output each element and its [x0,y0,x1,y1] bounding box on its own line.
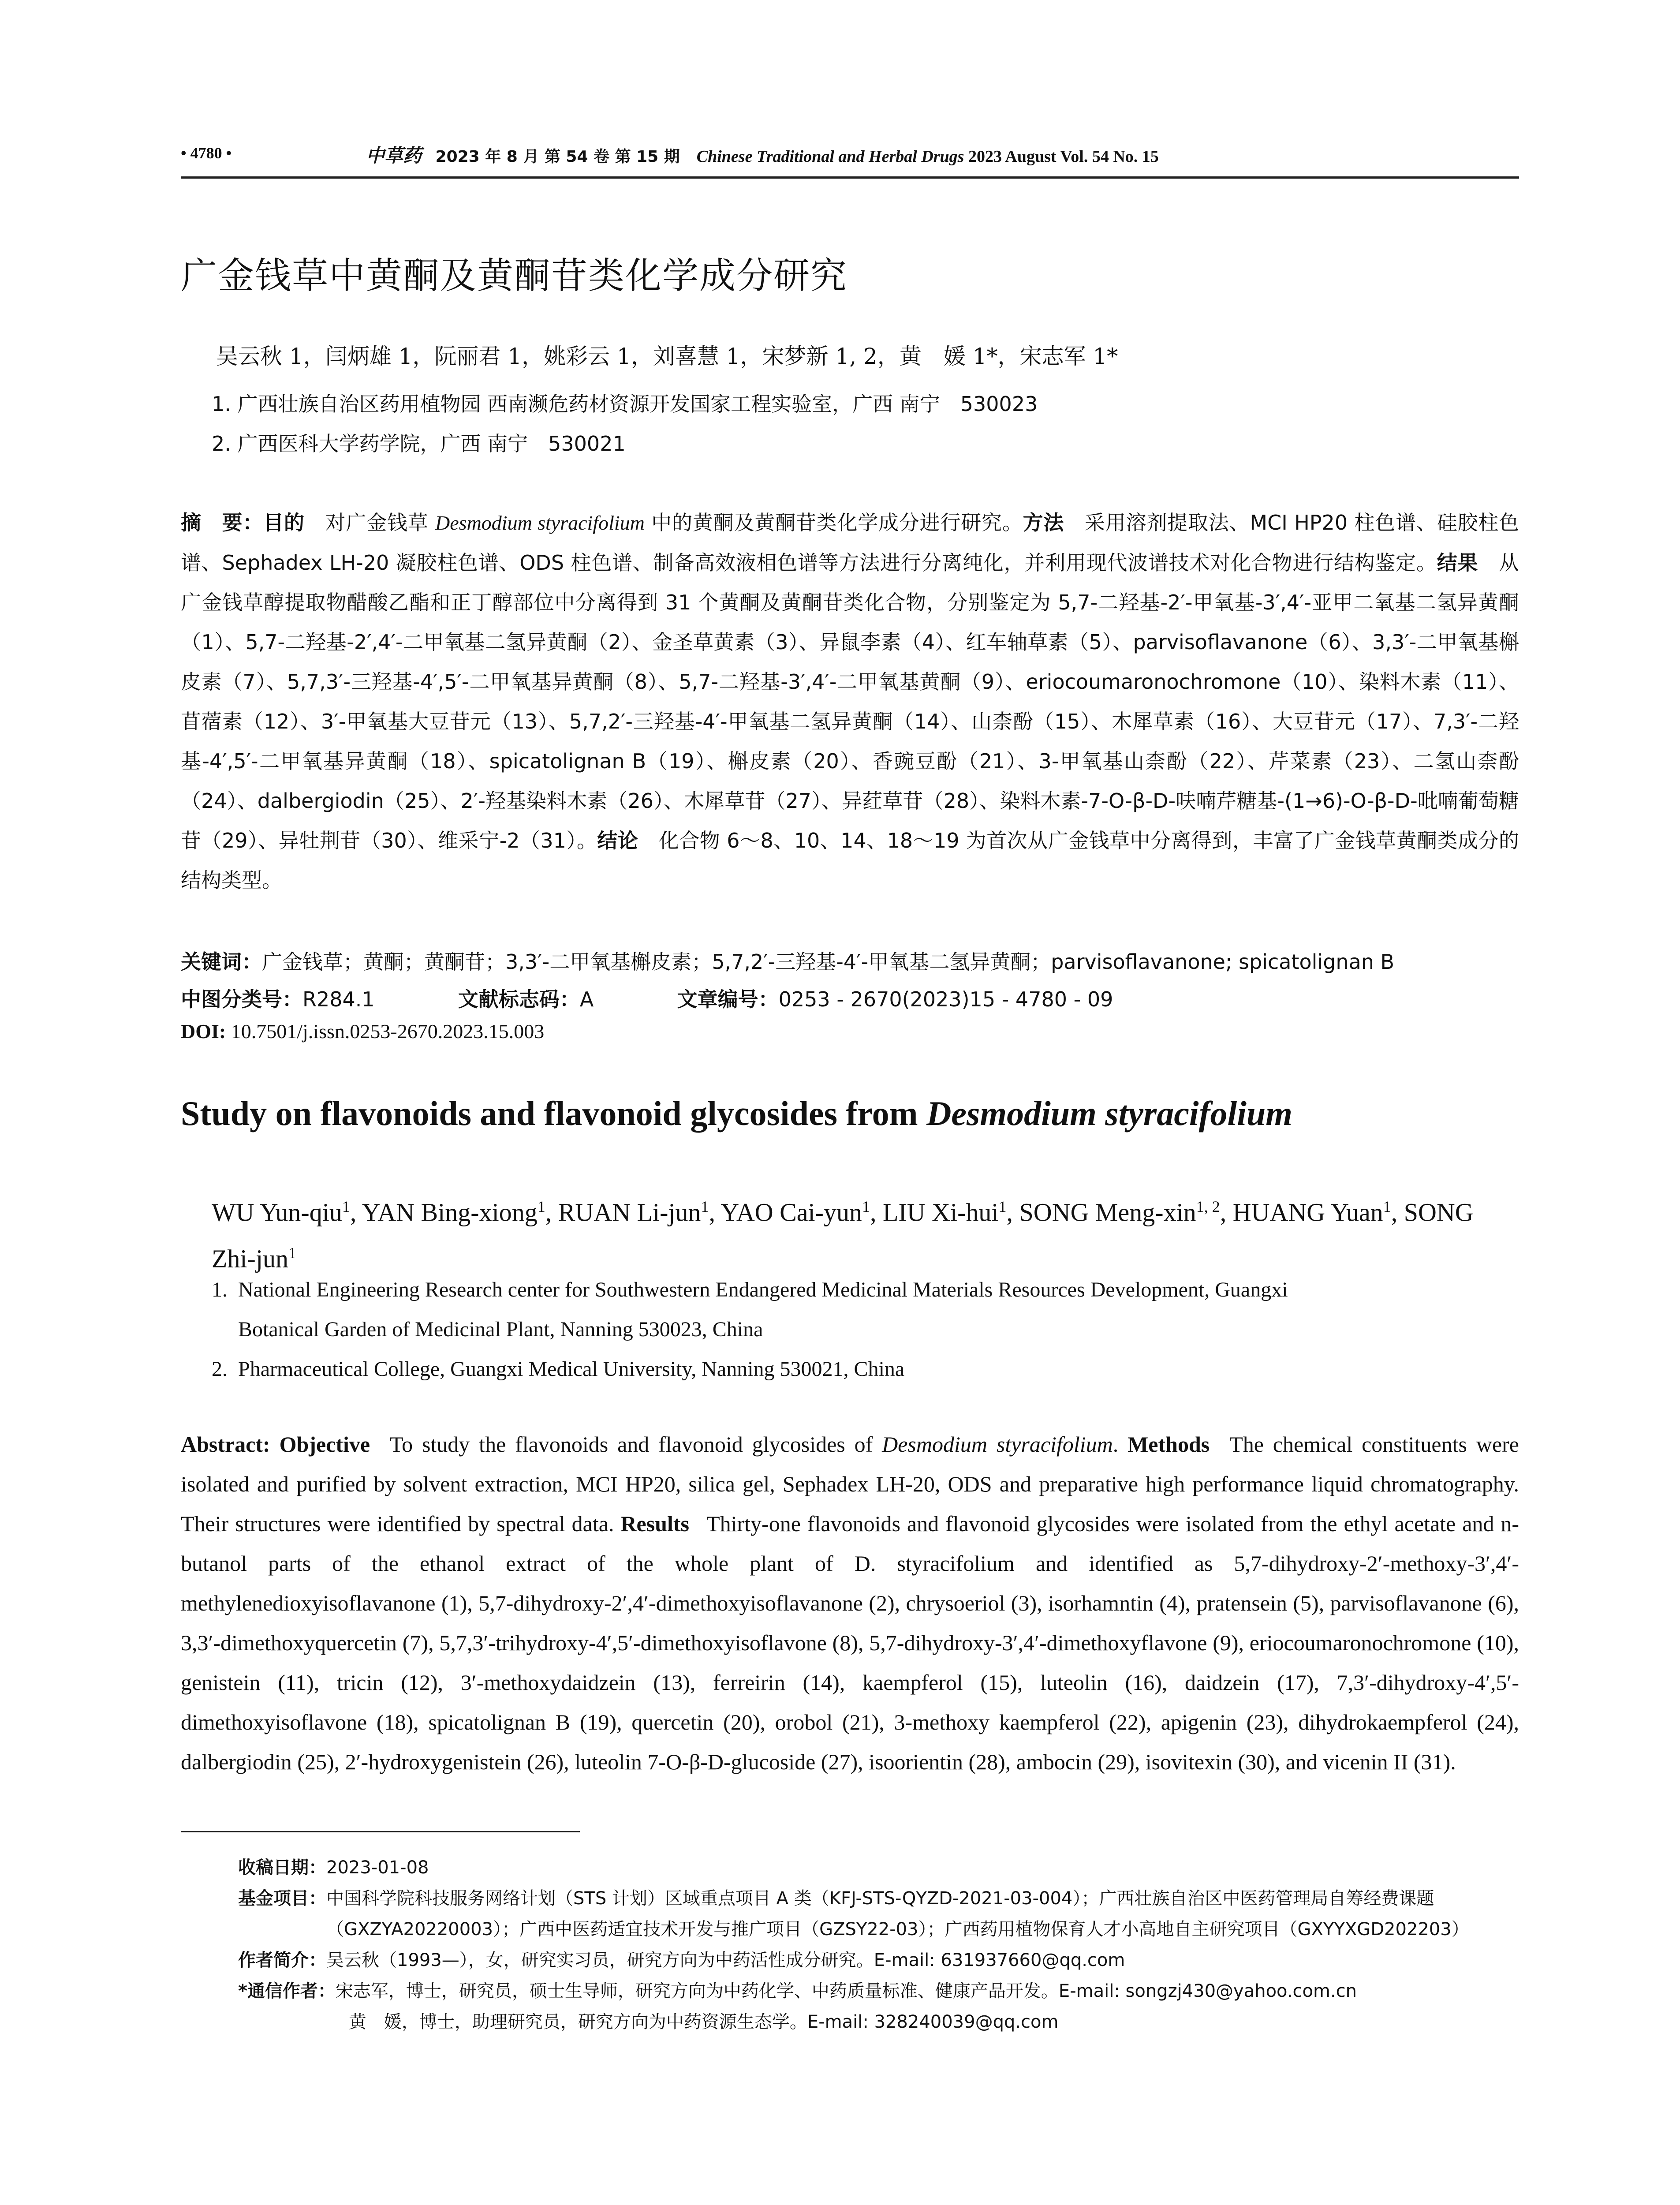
species-name-cn: Desmodium styracifolium [435,512,645,534]
author-separator: , [709,1198,721,1227]
received-label: 收稿日期： [238,1857,326,1878]
article-no-label: 文章编号： [677,987,779,1011]
results-en: Thirty-one flavonoids and flavonoid glycosides were isolated from the ethyl acetate and n-butanol parts of the ethanol extract of the whole plant of D. styracifolium and identified as 5,7-dihydroxy-2′-methoxy-3′,4′-methylenedioxyisoflavanone (1), 5,7-dihydroxy-2′,4′-dimethoxyisoflavanone (2), chrysoeriol (3), isorhamntin (4), pratensein (5), parvisoflavanone (6), 3,3′-dimethoxyquercetin (7), 5,7,3′-trihydroxy-4′,5′-dimethoxyisoflavone (8), 5,7-dihydroxy-3′,4′-dimethoxyflavone (9), eriocoumaronochromone (10), genistein (11), tricin (12), 3′-methoxydaidzein (13), ferreirin (14), kaempferol (15), luteolin (16), daidzein (17), 7,3′-dihydroxy-4′,5′-dimethoxyisoflavone (18), spicatolignan B (19), quercetin (20), orobol (21), 3-methoxy kaempferol (22), apigenin (23), dihydrokaempferol (24), dalbergiodin (25), 2′-hydroxygenistein (26), luteolin 7-O-β-D-glucoside (27), isoorientin (28), ambocin (29), isovitexin (30), and vicenin II (31). [181,1511,1519,1774]
page-number: • 4780 • [181,144,232,162]
footnote-rule [181,1831,580,1832]
author-en: SONG Zhi-jun [212,1198,1474,1273]
affiliation-cn-1: 1. 广西壮族自治区药用植物园 西南濒危药材资源开发国家工程实验室，广西 南宁 530023 [212,392,1038,416]
author-affiliation-mark: 1 [342,1198,350,1215]
objective-pre-en: To study the flavonoids and flavonoid glycosides of [390,1432,873,1457]
author-en: RUAN Li-jun [558,1198,701,1227]
title-en-main: Study on flavonoids and flavonoid glycosides from [181,1094,918,1132]
issue-en: 2023 August Vol. 54 No. 15 [968,147,1159,166]
author-separator: , [350,1198,362,1227]
article-no-value: 0253 - 2670(2023)15 - 4780 - 09 [778,987,1113,1011]
methods-en: The chemical constituents were isolated and purified by solvent extraction, MCI HP20, silica gel, Sephadex LH-20, ODS and preparative high performance liquid chromatography. Their structures were identified by spectral data. [181,1432,1519,1536]
author-separator: , [545,1198,558,1227]
fund-text: 中国科学院科技服务网络计划（STS 计划）区域重点项目 A 类（KFJ-STS-QYZD-2021-03-004）；广西壮族自治区中医药管理局自筹经费课题（GXZYA20220003）；广西中医药适宜技术开发与推广项目（GZSY22-03）；广西药用植物保育人才小高地自主研究项目（GXYYXGD202203） [326,1888,1469,1940]
clc-value: R284.1 [302,987,375,1011]
author-separator: , [1006,1198,1019,1227]
abstract-cn [181,503,1519,900]
footnote-fund [238,1883,1519,1945]
journal-name-en: Chinese Traditional and Herbal Drugs [696,147,964,166]
footnote-received [238,1852,1519,1883]
results-label-cn: 结果 [1437,551,1478,575]
author-affiliation-mark: 1 [288,1244,296,1262]
author-affiliation-mark: 1 [537,1198,545,1215]
author-en: WU Yun-qiu [212,1198,342,1227]
methods-label-cn: 方法 [1023,511,1064,534]
keywords-text: 广金钱草；黄酮；黄酮苷；3,3′-二甲氧基槲皮素；5,7,2′-三羟基-4′-甲氧基二氢异黄酮；parvisoflavanone; spicatolignan B [262,950,1395,974]
abstract-cn-label: 摘 要： [181,511,264,534]
authors-cn: 吴云秋 1，闫炳雄 1，阮丽君 1，姚彩云 1，刘喜慧 1，宋梦新 1, 2，黄 媛 1*，宋志军 1* [216,344,1118,369]
doi-value: 10.7501/j.issn.0253-2670.2023.15.003 [231,1020,545,1043]
author-affiliation-mark: 1, 2 [1196,1198,1220,1215]
author-affiliation-mark: 1 [862,1198,870,1215]
clc-label: 中图分类号： [181,987,302,1011]
author-en: SONG Meng-xin [1019,1198,1196,1227]
author-bio: 吴云秋（1993—），女，研究实习员，研究方向为中药活性成分研究。E-mail: 631937660@qq.com [326,1950,1125,1970]
authors-en [212,1186,1517,1279]
affiliation-cn-2: 2. 广西医科大学药学院，广西 南宁 530021 [212,432,626,456]
author-en: HUANG Yuan [1232,1198,1383,1227]
journal-info [366,141,1159,168]
author-en: LIU Xi-hui [882,1198,999,1227]
corresponding-author-1: 宋志军，博士，研究员，硕士生导师，研究方向为中药化学、中药质量标准、健康产品开发。E-mail: songzj430@yahoo.com.cn [335,1981,1357,2001]
abstract-en [181,1424,1519,1782]
journal-name-cn: 中草药 [366,145,422,166]
affiliation-text-cont: Botanical Garden of Medicinal Plant, Nanning 530023, China [238,1318,763,1341]
methods-cn: 采用溶剂提取法、MCI HP20 柱色谱、硅胶柱色谱、Sephadex LH-20 凝胶柱色谱、ODS 柱色谱、制备高效液相色谱等方法进行分离纯化，并利用现代波谱技术对化合物进行结构鉴定。 [181,511,1519,575]
footnotes [238,1852,1519,2037]
keywords-label: 关键词： [181,950,262,974]
results-cn: 从广金钱草醇提取物醋酸乙酯和正丁醇部位中分离得到 31 个黄酮及黄酮苷类化合物，分别鉴定为 5,7-二羟基-2′-甲氧基-3′,4′-亚甲二氧基二氢异黄酮（1）、5,7-二羟基-2′,4′-二甲氧基二氢异黄酮（2）、金圣草黄素（3）、异鼠李素（4）、红车轴草素（5）、parvisoflavanone（6）、3,3′-二甲氧基槲皮素（7）、5,7,3′-三羟基-4′,5′-二甲氧基异黄酮（8）、5,7-二羟基-3′,4′-二甲氧基黄酮（9）、eriocoumaronochromone（10）、染料木素（11）、苜蓿素（12）、3′-甲氧基大豆苷元（13）、5,7,2′-三羟基-4′-甲氧基二氢异黄酮（14）、山柰酚（15）、木犀草素（16）、大豆苷元（17）、7,3′-二羟基-4′,5′-二甲氧基异黄酮（18）、spicatolignan B（19）、槲皮素（20）、香豌豆酚（21）、3-甲氧基山柰酚（22）、芹菜素（23）、二氢山柰酚（24）、dalbergiodin（25）、2′-羟基染料木素（26）、木犀草苷（27）、异荭草苷（28）、染料木素-7-O-β-D-呋喃芹糖基-(1→6)-O-β-D-吡喃葡萄糖苷（29）、异牡荆苷（30）、维采宁-2（31）。 [181,551,1519,852]
objective-post-en: . [1113,1432,1119,1457]
author-affiliation-mark: 1 [998,1198,1007,1215]
running-header [181,138,1519,176]
author-affiliation-mark: 1 [701,1198,709,1215]
affiliation-en-2 [212,1349,1519,1389]
author-separator: , [1220,1198,1233,1227]
species-name-en: Desmodium styracifolium [882,1432,1113,1457]
affiliation-number: 2. [212,1357,228,1381]
doi-line [181,1020,544,1043]
doc-code-value: A [579,987,594,1011]
footnote-author [238,1945,1519,1976]
title-cn: 广金钱草中黄酮及黄酮苷类化学成分研究 [181,255,848,297]
footnote-corresponding [238,1976,1519,2037]
corresponding-author-2: 黄 媛，博士，助理研究员，研究方向为中药资源生态学。E-mail: 328240039@qq.com [348,2012,1059,2032]
abstract-en-label: Abstract: [181,1432,270,1457]
methods-label-en: Methods [1127,1432,1210,1457]
author-affiliation-mark: 1 [1383,1198,1391,1215]
keywords-cn [181,946,1394,975]
title-en [181,1094,1292,1133]
doc-code-label: 文献标志码： [458,987,580,1011]
affiliation-number: 1. [212,1278,228,1301]
author-separator: , [1391,1198,1404,1227]
corresponding-body [336,1976,1519,2037]
classification-line [181,983,1113,1013]
author-en: YAO Cai-yun [721,1198,862,1227]
conclusion-cn: 化合物 6～8、10、14、18～19 为首次从广金钱草中分离得到，丰富了广金钱草黄酮类成分的结构类型。 [181,829,1519,892]
objective-post-cn: 中的黄酮及黄酮苷类化学成分进行研究。 [651,511,1023,534]
author-separator: , [870,1198,883,1227]
affiliation-text: Pharmaceutical College, Guangxi Medical University, Nanning 530021, China [238,1357,905,1381]
conclusion-label-cn: 结论 [597,829,638,852]
corresponding-label: *通信作者： [238,1981,336,2001]
objective-label-cn: 目的 [263,511,305,534]
affiliation-en-1 [212,1270,1519,1349]
objective-label-en: Objective [279,1432,370,1457]
objective-pre-cn: 对广金钱草 [325,511,429,534]
author-en: YAN Bing-xiong [362,1198,538,1227]
affiliation-text: National Engineering Research center for Southwestern Endangered Medicinal Materials Resources Development, Guangxi [238,1278,1288,1301]
doi-label: DOI: [181,1020,226,1043]
received-date: 2023-01-08 [326,1857,429,1878]
author-bio-label: 作者简介： [238,1950,326,1970]
fund-label: 基金项目： [238,1888,326,1909]
issue-cn: 2023 年 8 月 第 54 卷 第 15 期 [435,148,680,166]
results-label-en: Results [620,1511,690,1536]
title-en-species: Desmodium styracifolium [926,1094,1292,1132]
header-rule [181,176,1519,179]
